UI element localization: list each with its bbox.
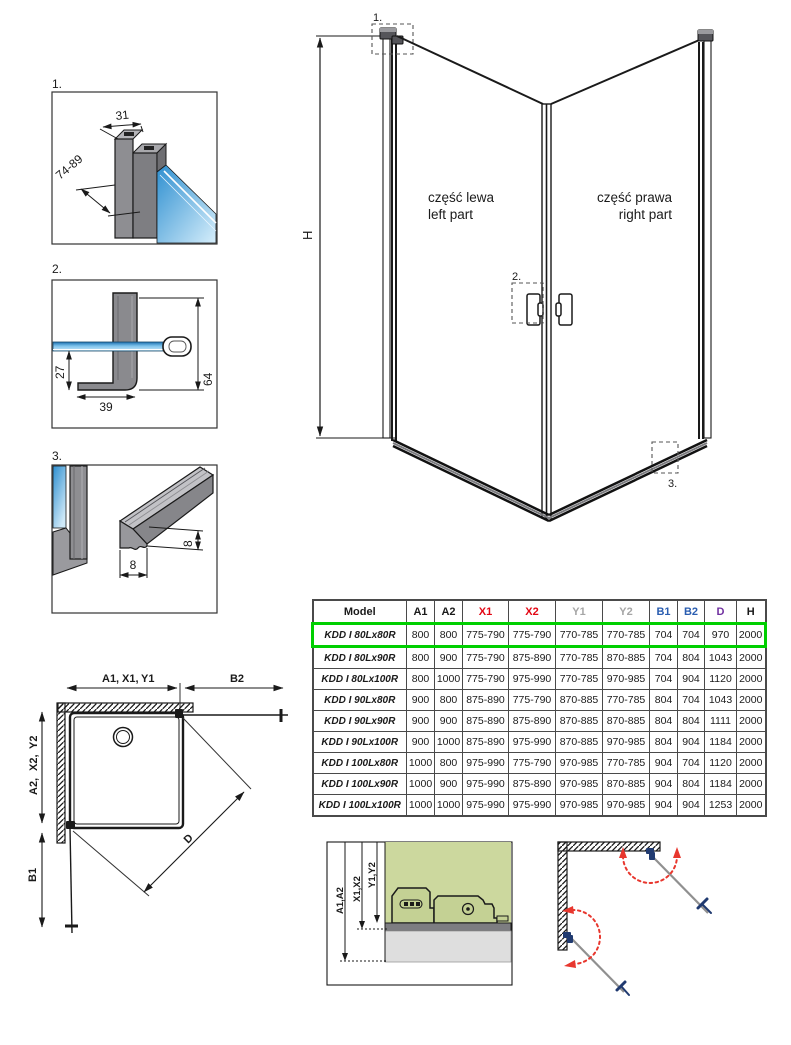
value-cell: 800 [407,669,435,690]
detail-1-label: 1. [52,77,63,91]
value-cell: 875-890 [463,732,509,753]
detail-1-drawing [40,75,225,250]
column-header: Model [313,600,407,624]
table-header-row [313,600,766,624]
value-cell: 1184 [705,774,737,795]
plan-x2-label: X2, [28,754,40,771]
dim-39-label: 39 [99,400,113,414]
value-cell: 800 [435,624,463,647]
value-cell: 1000 [407,753,435,774]
value-cell: 704 [650,669,678,690]
detail-2-drawing [40,258,225,438]
value-cell: 704 [678,753,705,774]
column-header: B1 [650,600,678,624]
value-cell: 770-785 [603,753,650,774]
left-panel-top-edge [397,36,543,104]
table-row [313,795,766,817]
value-cell: 1043 [705,690,737,711]
value-cell: 975-990 [509,732,556,753]
top-wall [558,842,660,851]
table-row [313,669,766,690]
value-cell: 775-790 [463,647,509,669]
value-cell: 970-985 [556,774,603,795]
plan-a2-label: A2, [28,777,40,795]
table-row [313,753,766,774]
value-cell: 704 [650,647,678,669]
handle-knob [163,337,191,356]
hinge-icon [567,935,573,943]
right-door-handle-knob [556,303,561,316]
column-header: A2 [435,600,463,624]
hinge-top-right [175,709,183,718]
value-cell: 2000 [737,647,766,669]
value-cell: 770-785 [603,624,650,647]
wall-profile-strip [70,466,87,559]
value-cell: 775-790 [509,753,556,774]
plan-a1-label: A1, [102,673,120,685]
column-header: D [705,600,737,624]
plan-x1-label: X1, [122,673,139,685]
value-cell: 870-885 [603,647,650,669]
value-cell: 800 [435,690,463,711]
model-cell: KDD I 80Lx80R [313,624,407,647]
column-header: X1 [463,600,509,624]
door-swing-diagram [540,835,720,1005]
table-row [313,711,766,732]
value-cell: 904 [678,795,705,817]
value-cell: 770-785 [603,690,650,711]
right-panel-top-edge [551,38,704,104]
value-cell: 870-885 [556,732,603,753]
callout-1-label: 1. [373,12,383,24]
value-cell: 970-985 [603,795,650,817]
table-row [313,647,766,669]
section-view-diagram [320,830,520,1015]
value-cell: 2000 [737,795,766,817]
value-cell: 975-990 [509,795,556,817]
value-cell: 970-985 [556,753,603,774]
value-cell: 900 [435,774,463,795]
top-wall [58,703,193,712]
h-dimension [300,36,395,438]
value-cell: 875-890 [509,711,556,732]
value-cell: 2000 [737,669,766,690]
value-cell: 704 [678,690,705,711]
value-cell: 900 [435,711,463,732]
model-cell: KDD I 90Lx80R [313,690,407,711]
value-cell: 904 [650,774,678,795]
value-cell: 1184 [705,732,737,753]
open-door-right [183,709,288,722]
value-cell: 870-885 [556,690,603,711]
value-cell: 875-890 [463,711,509,732]
value-cell: 2000 [737,732,766,753]
swing-arrow-icon [673,847,681,858]
swing-arrow-icon [564,960,576,968]
value-cell: 1111 [705,711,737,732]
left-door-handle-knob [538,303,543,316]
plan-b1-label: B1 [27,867,39,882]
column-header: B2 [678,600,705,624]
dim-31-label: 31 [114,107,130,123]
dim-74-89-label: 74-89 [52,151,86,183]
detail-3-label: 3. [52,449,63,463]
h-dim-label: H [300,230,315,240]
value-cell: 1000 [407,774,435,795]
plan-view-diagram [25,665,305,945]
value-cell: 875-890 [463,690,509,711]
value-cell: 804 [678,647,705,669]
value-cell: 900 [407,690,435,711]
value-cell: 770-785 [556,647,603,669]
table-body [313,624,766,817]
right-part-label-pl: część prawa [596,190,672,205]
dim-8-width-label: 8 [129,558,137,572]
plan-y1-label: Y1 [141,673,155,685]
detail-2-label: 2. [52,262,63,276]
value-cell: 1120 [705,669,737,690]
hinge-icon [649,852,655,860]
value-cell: 970 [705,624,737,647]
value-cell: 900 [407,711,435,732]
value-cell: 900 [407,732,435,753]
dim-8-height-label: 8 [181,540,195,547]
value-cell: 904 [650,753,678,774]
section-a-label: A1,A2 [335,887,346,914]
callout-2-label: 2. [512,271,522,283]
value-cell: 1000 [435,795,463,817]
table-row [313,774,766,795]
detail-3-drawing [40,447,225,619]
value-cell: 975-990 [509,669,556,690]
model-cell: KDD I 90Lx90R [313,711,407,732]
value-cell: 875-890 [509,647,556,669]
column-header: A1 [407,600,435,624]
value-cell: 775-790 [509,624,556,647]
value-cell: 2000 [737,690,766,711]
value-cell: 904 [650,795,678,817]
table-row [313,624,766,647]
plan-y2-label: Y2 [28,735,40,749]
value-cell: 2000 [737,774,766,795]
callout-3-label: 3. [668,478,678,490]
column-header: H [737,600,766,624]
value-cell: 1120 [705,753,737,774]
value-cell: 1253 [705,795,737,817]
model-cell: KDD I 100Lx80R [313,753,407,774]
model-cell: KDD I 90Lx100R [313,732,407,753]
value-cell: 1000 [435,669,463,690]
left-wall [57,703,65,843]
section-x-label: X1,X2 [352,876,363,902]
value-cell: 800 [407,624,435,647]
right-part-label-en: right part [618,207,672,222]
tray-edge [385,931,511,962]
model-cell: KDD I 80Lx90R [313,647,407,669]
value-cell: 904 [678,732,705,753]
value-cell: 2000 [737,711,766,732]
value-cell: 1000 [435,732,463,753]
plan-d-label: D [181,832,196,847]
value-cell: 1000 [407,795,435,817]
left-wall-profile [380,28,403,441]
profile-slot-icon [124,132,134,136]
dim-27-label: 27 [53,365,67,379]
main-diagram [300,10,791,595]
plan-b2-label: B2 [229,673,245,685]
model-cell: KDD I 100Lx90R [313,774,407,795]
hinge-bottom-left [66,821,75,829]
value-cell: 800 [407,647,435,669]
model-cell: KDD I 80Lx100R [313,669,407,690]
value-cell: 970-985 [603,669,650,690]
value-cell: 975-990 [463,753,509,774]
value-cell: 704 [650,624,678,647]
column-header: Y2 [603,600,650,624]
top-dim-labels [102,673,244,685]
value-cell: 2000 [737,753,766,774]
value-cell: 2000 [737,624,766,647]
glass-panel [53,342,163,351]
value-cell: 875-890 [509,774,556,795]
value-cell: 804 [678,711,705,732]
value-cell: 775-790 [463,624,509,647]
value-cell: 804 [650,711,678,732]
column-header: X2 [509,600,556,624]
value-cell: 804 [650,690,678,711]
value-cell: 975-990 [463,795,509,817]
model-cell: KDD I 100Lx100R [313,795,407,817]
value-cell: 970-985 [556,795,603,817]
value-cell: 704 [678,624,705,647]
table-row [313,732,766,753]
dim-64-label: 64 [201,372,215,386]
value-cell: 870-885 [556,711,603,732]
value-cell: 904 [678,669,705,690]
left-dim-labels [27,736,40,882]
value-cell: 1043 [705,647,737,669]
value-cell: 770-785 [556,624,603,647]
spec-table [311,599,767,817]
section-y-label: Y1,Y2 [367,862,378,888]
value-cell: 970-985 [603,732,650,753]
value-cell: 804 [678,774,705,795]
left-part-label-en: left part [428,207,474,222]
value-cell: 870-885 [603,711,650,732]
profile-slot-icon [144,146,154,150]
left-part-label-pl: część lewa [428,190,495,205]
value-cell: 800 [435,753,463,774]
right-wall-profile [698,30,713,439]
value-cell: 775-790 [463,669,509,690]
open-door-bottom [65,828,78,933]
table-row [313,690,766,711]
value-cell: 900 [435,647,463,669]
shower-tray [70,713,183,828]
value-cell: 804 [650,732,678,753]
value-cell: 775-790 [509,690,556,711]
column-header: Y1 [556,600,603,624]
value-cell: 770-785 [556,669,603,690]
value-cell: 975-990 [463,774,509,795]
value-cell: 870-885 [603,774,650,795]
